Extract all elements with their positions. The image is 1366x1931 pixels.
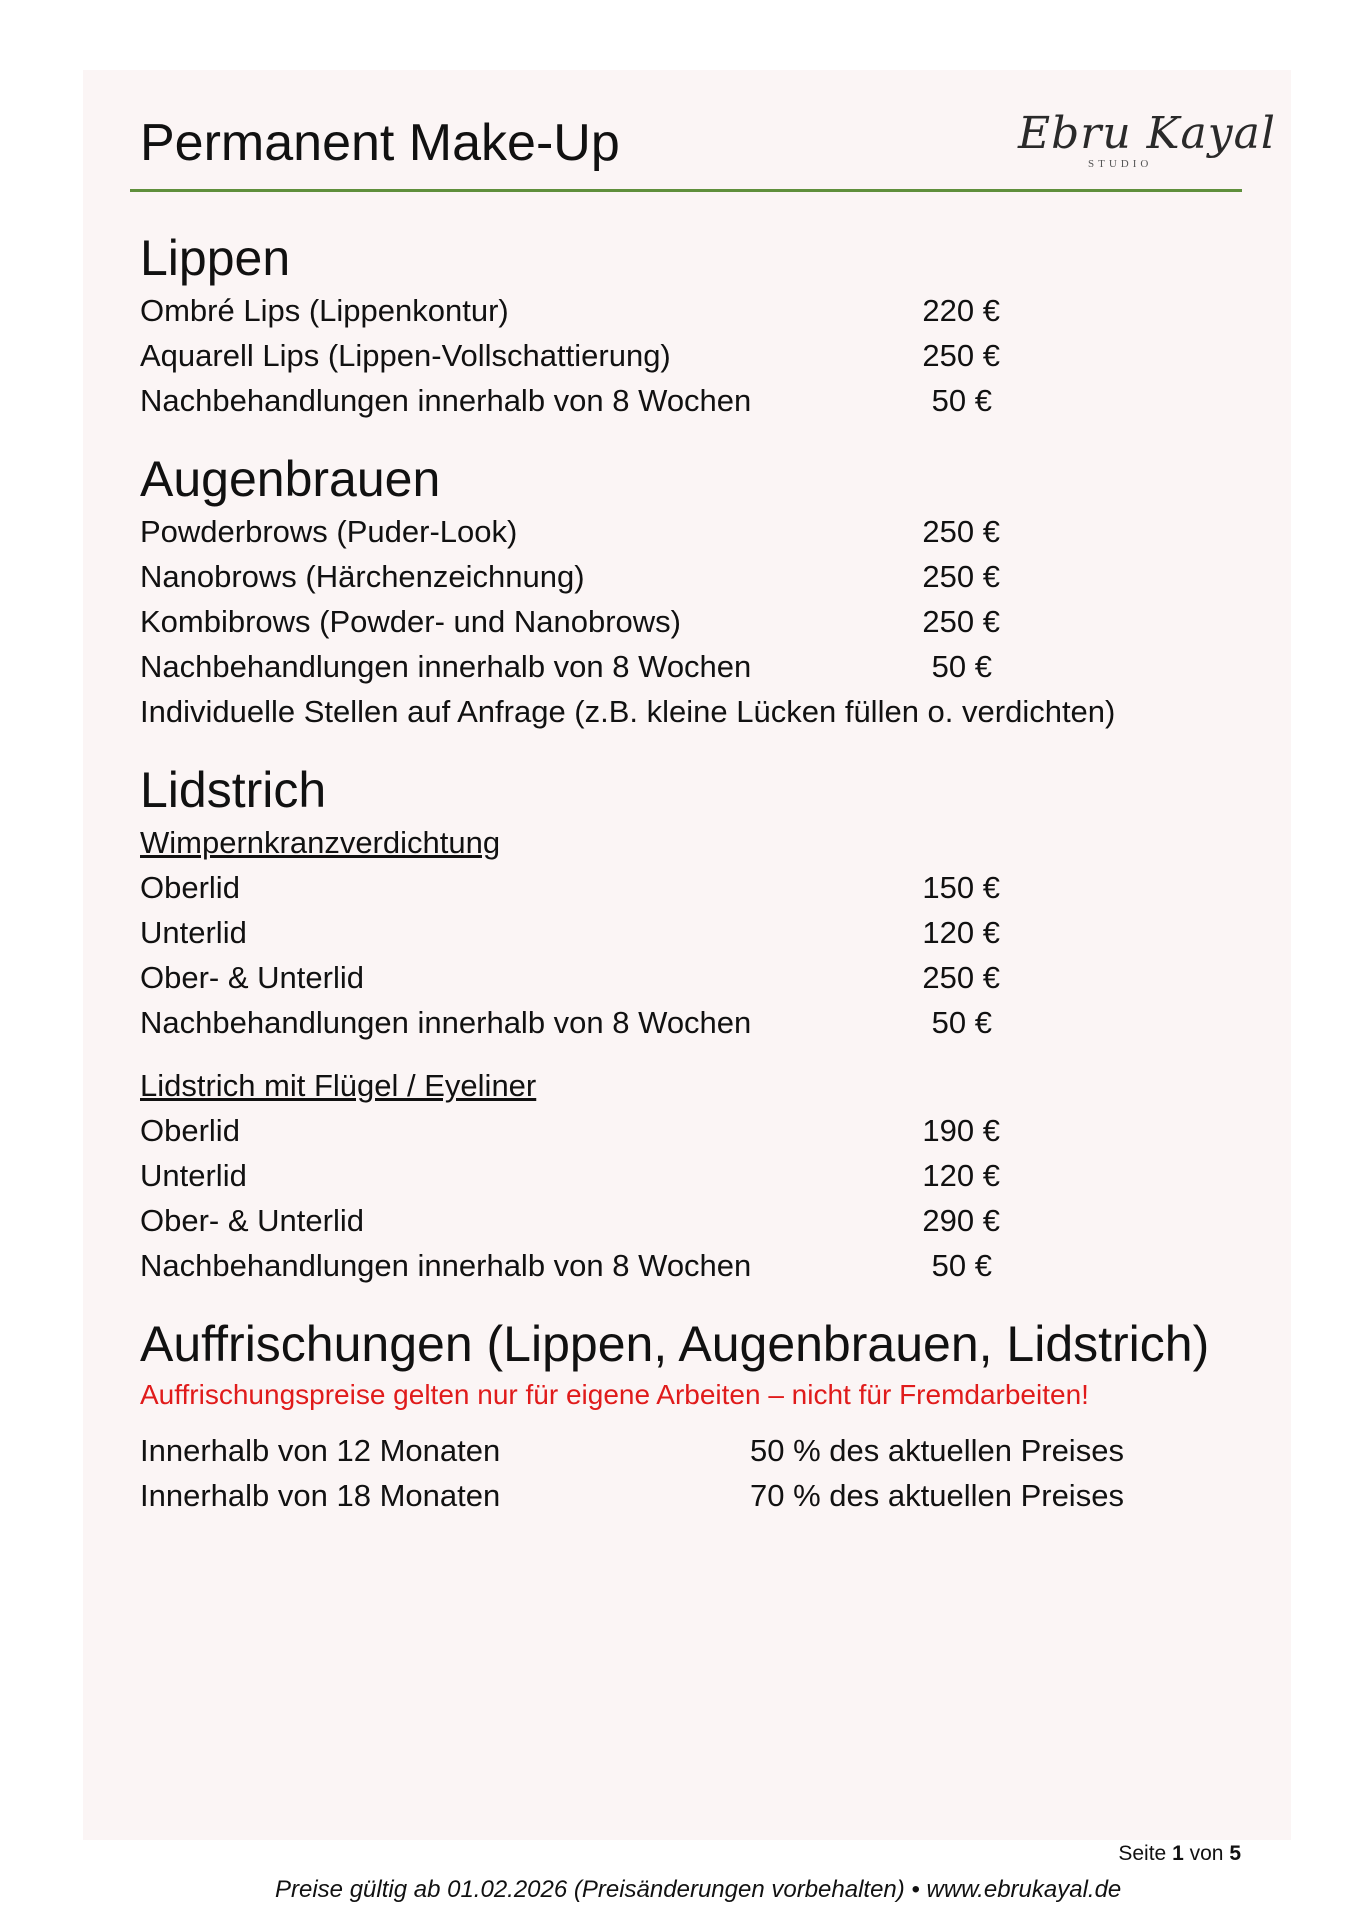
item-price: 190 €	[922, 1113, 1000, 1148]
price-row	[140, 644, 1240, 689]
page-prefix: Seite	[1118, 1842, 1167, 1865]
item-label: Nachbehandlungen innerhalb von 8 Wochen	[140, 383, 752, 418]
item-label: Kombibrows (Powder- und Nanobrows)	[140, 604, 682, 639]
price-row	[140, 509, 1240, 554]
section-lidstrich	[140, 760, 1240, 1288]
item-price: 250 €	[922, 960, 1000, 995]
item-price: 220 €	[922, 293, 1000, 328]
page-current: 1	[1172, 1842, 1184, 1865]
section-heading: Lippen	[140, 230, 291, 286]
refresh-row	[140, 1428, 1240, 1473]
item-price: 50 €	[931, 383, 992, 418]
refresh-warning: Auffrischungspreise gelten nur für eigene Arbeiten – nicht für Fremdarbeiten!	[140, 1379, 1089, 1410]
refresh-price: 70 % des aktuellen Preises	[750, 1478, 1124, 1513]
item-price: 250 €	[922, 514, 1000, 549]
refresh-period: Innerhalb von 12 Monaten	[140, 1433, 501, 1468]
item-price: 50 €	[931, 649, 992, 684]
item-price: 250 €	[922, 559, 1000, 594]
section-note: Individuelle Stellen auf Anfrage (z.B. kleine Lücken füllen o. verdichten)	[140, 694, 1116, 729]
price-row	[140, 1198, 1240, 1243]
section-heading: Lidstrich	[140, 762, 327, 818]
item-label: Nachbehandlungen innerhalb von 8 Wochen	[140, 649, 752, 684]
item-label: Aquarell Lips (Lippen-Vollschattierung)	[140, 338, 671, 373]
item-price: 120 €	[922, 1158, 1000, 1193]
price-row	[140, 955, 1240, 1000]
item-label: Nanobrows (Härchenzeichnung)	[140, 559, 585, 594]
price-list	[140, 228, 1240, 1518]
refresh-price: 50 % des aktuellen Preises	[750, 1433, 1124, 1468]
item-label: Unterlid	[140, 915, 247, 950]
item-label: Nachbehandlungen innerhalb von 8 Wochen	[140, 1005, 752, 1040]
price-row	[140, 333, 1240, 378]
item-label: Powderbrows (Puder-Look)	[140, 514, 518, 549]
header-divider	[130, 189, 1242, 192]
page-mid: von	[1189, 1842, 1224, 1865]
item-price: 150 €	[922, 870, 1000, 905]
price-row	[140, 288, 1240, 333]
price-row	[140, 1153, 1240, 1198]
price-row	[140, 865, 1240, 910]
page-total: 5	[1229, 1842, 1241, 1865]
item-label: Oberlid	[140, 1113, 240, 1148]
item-label: Ombré Lips (Lippenkontur)	[140, 293, 509, 328]
sub-heading: Wimpernkranzverdichtung	[140, 825, 501, 860]
logo-subtitle: STUDIO	[1088, 158, 1153, 170]
item-label: Ober- & Unterlid	[140, 960, 364, 995]
item-label: Unterlid	[140, 1158, 247, 1193]
item-label: Nachbehandlungen innerhalb von 8 Wochen	[140, 1248, 752, 1283]
logo-script: Ebru Kayal	[1018, 108, 1276, 159]
section-auffrischungen	[140, 1314, 1240, 1518]
price-row	[140, 599, 1240, 644]
page-title: Permanent Make-Up	[140, 114, 620, 172]
price-row	[140, 910, 1240, 955]
page-number	[1118, 1840, 1241, 1868]
item-price: 120 €	[922, 915, 1000, 950]
section-lippen	[140, 228, 1240, 423]
item-price: 50 €	[931, 1248, 992, 1283]
sub-heading: Lidstrich mit Flügel / Eyeliner	[140, 1068, 537, 1103]
item-price: 250 €	[922, 604, 1000, 639]
section-heading: Augenbrauen	[140, 451, 441, 507]
price-row	[140, 554, 1240, 599]
refresh-period: Innerhalb von 18 Monaten	[140, 1478, 501, 1513]
section-augenbrauen	[140, 449, 1240, 734]
footer-note: Preise gültig ab 01.02.2026 (Preisänderungen vorbehalten) • www.ebrukayal.de	[275, 1876, 1122, 1903]
item-label: Ober- & Unterlid	[140, 1203, 364, 1238]
section-heading: Auffrischungen (Lippen, Augenbrauen, Lidstrich)	[140, 1316, 1210, 1372]
studio-logo	[1018, 108, 1276, 174]
item-price: 290 €	[922, 1203, 1000, 1238]
price-row	[140, 1108, 1240, 1153]
item-price: 50 €	[931, 1005, 992, 1040]
price-row	[140, 378, 1240, 423]
price-row	[140, 1000, 1240, 1045]
item-label: Oberlid	[140, 870, 240, 905]
item-price: 250 €	[922, 338, 1000, 373]
price-row	[140, 1243, 1240, 1288]
refresh-row	[140, 1473, 1240, 1518]
